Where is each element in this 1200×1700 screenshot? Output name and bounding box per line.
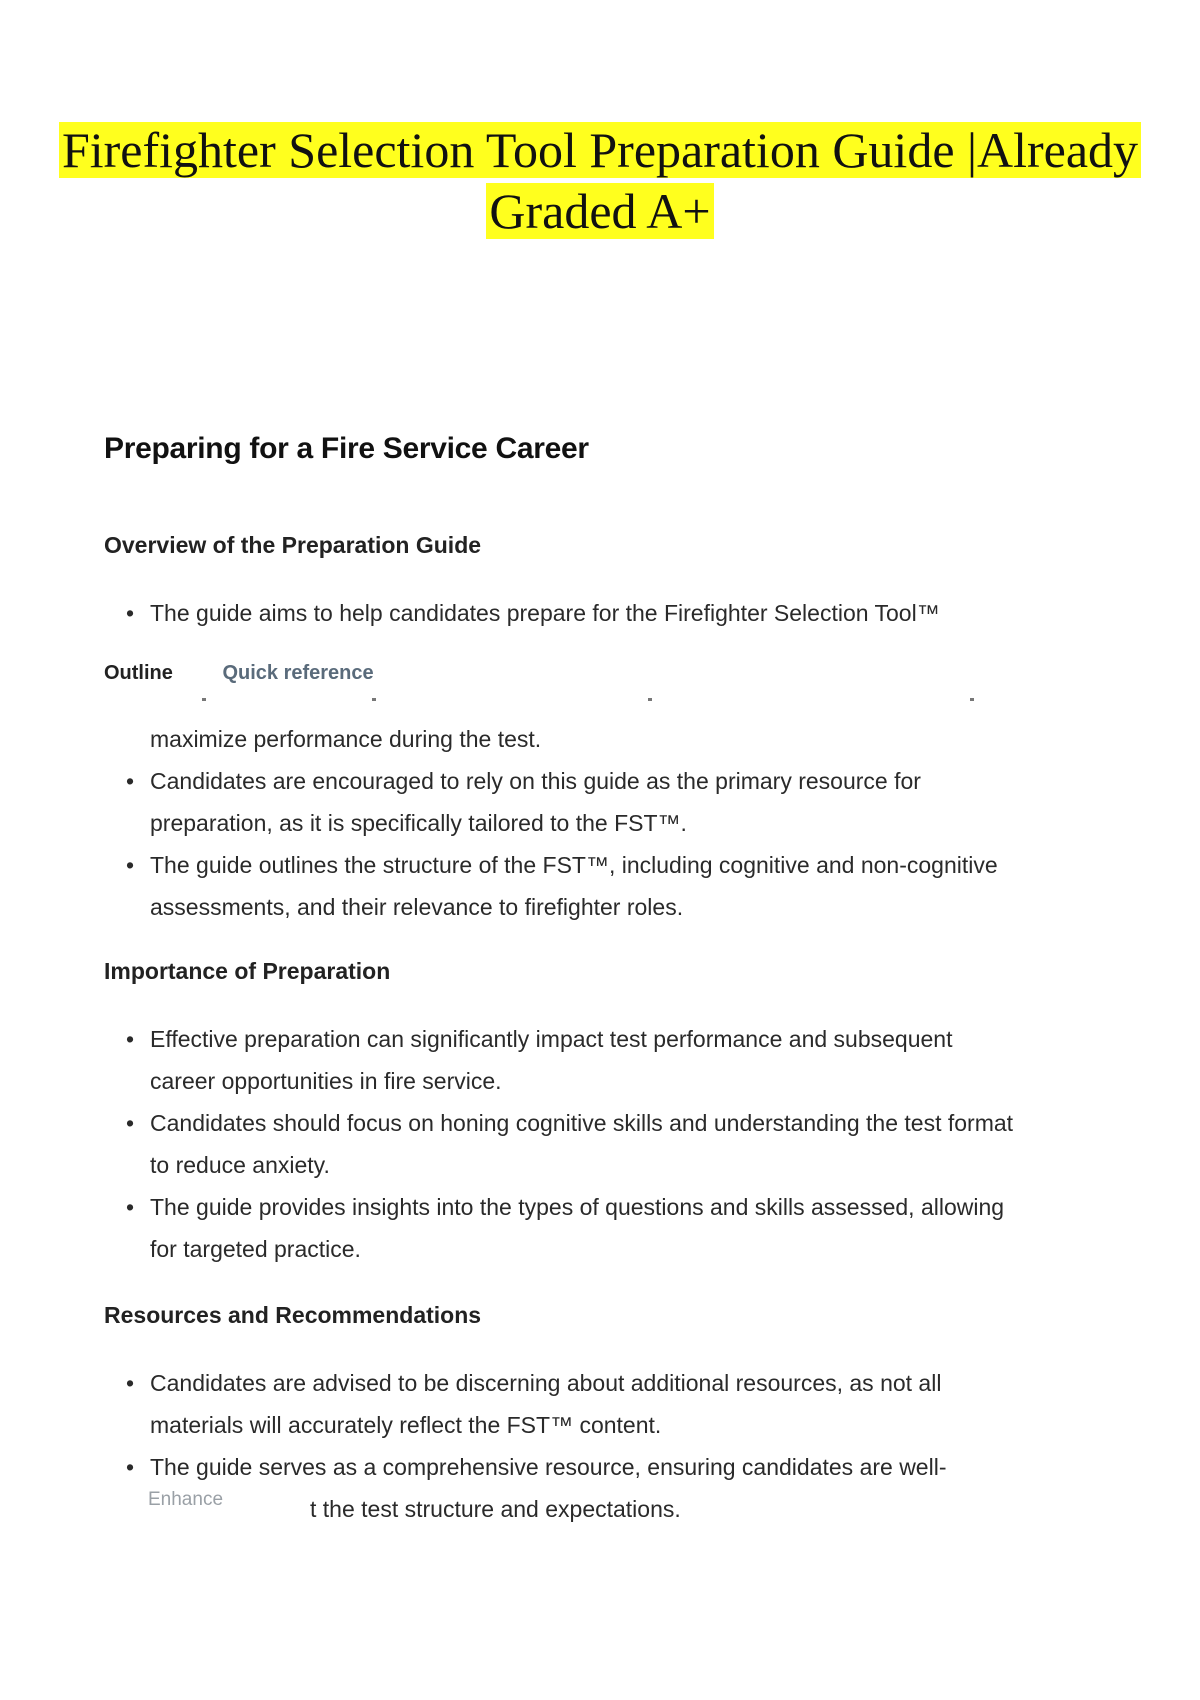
- importance-heading: Importance of Preparation: [104, 958, 391, 984]
- overview-bullet-1-line-1: The guide aims to help candidates prepare for the Firefighter Selection Tool™: [150, 600, 940, 626]
- importance-bullet-3-line-1: The guide provides insights into the types of questions and skills assessed, allowing: [150, 1194, 1005, 1220]
- enhance-button[interactable]: Enhance: [148, 1489, 224, 1510]
- resources-bullet-1-line-1: Candidates are advised to be discerning about additional resources, as not all: [150, 1370, 942, 1396]
- importance-bullet-1-line-2: career opportunities in fire service.: [150, 1068, 502, 1094]
- tab-quick-reference[interactable]: Quick reference: [222, 662, 374, 684]
- section-heading: Preparing for a Fire Service Career: [104, 432, 589, 465]
- outline-tabs: [104, 662, 374, 685]
- importance-bullet-1-line-1: Effective preparation can significantly impact test performance and subsequent: [150, 1026, 953, 1052]
- resources-bullet-2-line-1: The guide serves as a comprehensive resource, ensuring candidates are well-: [150, 1454, 947, 1480]
- overview-bullet-1-line-2: maximize performance during the test.: [150, 726, 542, 752]
- importance-bullet-2-line-1: Candidates should focus on honing cognitive skills and understanding the test format: [150, 1110, 1014, 1136]
- bullet-icon: •: [126, 1110, 135, 1136]
- resources-bullet-1-line-2: materials will accurately reflect the FST™ content.: [150, 1412, 662, 1438]
- bullet-icon: •: [126, 1454, 135, 1480]
- overview-bullet-3-line-1: The guide outlines the structure of the FST™, including cognitive and non-cognitive: [150, 852, 998, 878]
- overview-bullet-2-line-2: preparation, as it is specifically tailored to the FST™.: [150, 810, 687, 836]
- resources-heading: Resources and Recommendations: [104, 1302, 482, 1328]
- resources-bullet-2-line-2: t the test structure and expectations.: [310, 1496, 681, 1522]
- title-line-1: Firefighter Selection Tool Preparation Guide |Already: [59, 122, 1141, 178]
- bullet-icon: •: [126, 1194, 135, 1220]
- bullet-icon: •: [126, 852, 135, 878]
- importance-bullet-3-line-2: for targeted practice.: [150, 1236, 361, 1262]
- overlay-fade: [236, 1480, 310, 1514]
- bullet-icon: •: [126, 1370, 135, 1396]
- bullet-icon: •: [126, 1026, 135, 1052]
- overview-bullet-3-line-2: assessments, and their relevance to firefighter roles.: [150, 894, 684, 920]
- bullet-icon: •: [126, 600, 135, 626]
- clipped-text-remnant: [150, 698, 980, 708]
- overview-heading: Overview of the Preparation Guide: [104, 532, 482, 558]
- bullet-icon: •: [126, 768, 135, 794]
- title-line-2: Graded A+: [486, 183, 713, 239]
- document-title: [0, 120, 1200, 242]
- importance-bullet-2-line-2: to reduce anxiety.: [150, 1152, 330, 1178]
- overview-bullet-2-line-1: Candidates are encouraged to rely on this guide as the primary resource for: [150, 768, 921, 794]
- tab-outline[interactable]: Outline: [104, 662, 173, 684]
